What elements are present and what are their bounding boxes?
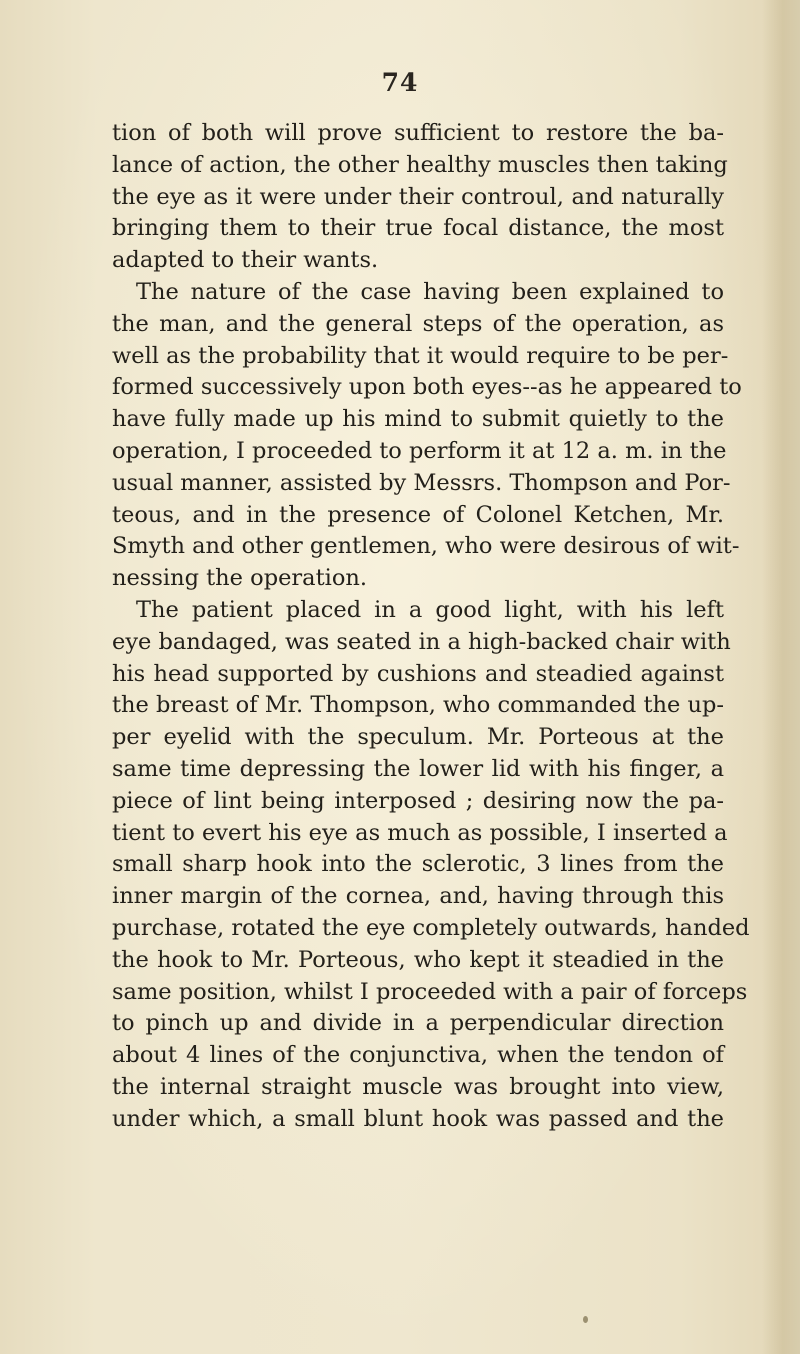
text-line: have fully made up his mind to submit quietly to the — [112, 406, 724, 433]
text-line: small sharp hook into the sclerotic, 3 lines from the — [112, 851, 724, 878]
text-line: The patient placed in a good light, with his left — [136, 596, 724, 623]
text-line: under which, a small blunt hook was passed and the — [112, 1105, 724, 1132]
text-line: about 4 lines of the conjunctiva, when the tendon of — [112, 1042, 724, 1069]
text-line: the breast of Mr. Thompson, who commanded the up- — [112, 692, 724, 719]
text-line: bringing them to their true focal distance, the most — [112, 215, 724, 242]
text-line: same time depressing the lower lid with his finger, a — [112, 755, 724, 782]
text-line: piece of lint being interposed ; desiring now the pa- — [112, 787, 724, 814]
text-line: inner margin of the cornea, and, having through this — [112, 883, 724, 910]
text-line: tion of both will prove sufficient to restore the ba- — [112, 120, 724, 146]
body-text — [112, 118, 750, 1136]
ink-speck — [583, 1316, 588, 1323]
text-line: teous, and in the presence of Colonel Ketchen, Mr. — [112, 501, 724, 528]
text-line: well as the probability that it would require to be per- — [112, 342, 729, 369]
page-edge-shadow — [762, 0, 800, 1354]
text-line: the hook to Mr. Porteous, who kept it steadied in the — [112, 946, 724, 973]
text-line: adapted to their wants. — [112, 247, 379, 274]
text-line: per eyelid with the speculum. Mr. Porteous at the — [112, 724, 724, 751]
text-line: purchase, rotated the eye completely outwards, handed — [112, 914, 750, 941]
text-line: formed successively upon both eyes--as he appeared to — [112, 374, 742, 401]
text-line: his head supported by cushions and steadied against — [112, 660, 724, 687]
text-line: to pinch up and divide in a perpendicular direction — [112, 1010, 724, 1037]
text-line: Smyth and other gentlemen, who were desirous of wit- — [112, 533, 740, 560]
text-line: same position, whilst I proceeded with a pair of forceps — [112, 978, 748, 1005]
text-line: tient to evert his eye as much as possible, I inserted a — [112, 819, 728, 846]
text-line: operation, I proceeded to perform it at 12 a. m. in the — [112, 437, 727, 464]
text-line: lance of action, the other healthy muscles then taking — [112, 151, 728, 178]
text-line: the eye as it were under their controul, and naturally — [112, 183, 724, 210]
text-line: eye bandaged, was seated in a high-backed chair with — [112, 628, 731, 655]
text-line: the man, and the general steps of the operation, as — [112, 310, 724, 337]
page-number: 74 — [381, 68, 419, 97]
text-line: The nature of the case having been explained to — [136, 278, 724, 305]
text-line: nessing the operation. — [112, 565, 368, 592]
text-line: the internal straight muscle was brought into view, — [112, 1073, 724, 1100]
text-line: usual manner, assisted by Messrs. Thompson and Por- — [112, 469, 731, 496]
